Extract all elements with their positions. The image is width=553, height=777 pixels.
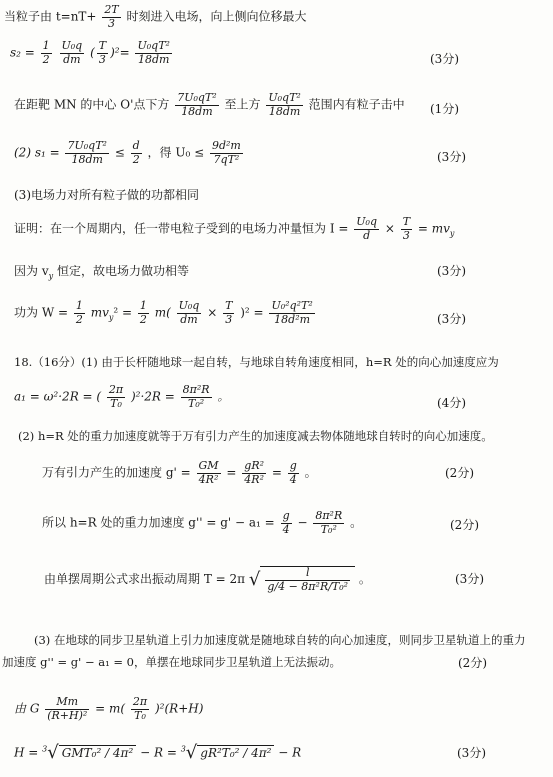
equation-a1: a₁ = ω²·2R = ( $\frac{2\pi}{\text{T₀}}$ )²·2R = $\frac{\text{8π²R}}{\text{T₀²}}$ 。 <box>14 383 230 410</box>
sqrt-body <box>260 566 355 593</box>
score-label: (3分) <box>437 150 466 164</box>
fraction: $\frac{T}{3}$ <box>402 215 411 242</box>
line-max-upward-displacement <box>4 4 307 30</box>
score-label: (2分) <box>445 466 474 480</box>
score-label: (2分) <box>458 656 487 670</box>
fraction: $\frac{g}{4}$ <box>282 509 290 536</box>
score-label: (2分) <box>450 518 479 532</box>
score-label: (3分) <box>455 572 484 586</box>
fraction: $\frac{2\pi}{\text{T₀}}$ <box>132 695 148 722</box>
text: 至上方 <box>224 97 261 112</box>
eq-prefix: (2) s₁ = <box>14 145 60 160</box>
line-proof-impulse: 证明：在一个周期内，任一带电粒子受到的电场力冲量恒为 I = $\frac{\text{U₀q}}{d}$ × $\frac{T}{3}$ = $mv_y$ <box>14 215 455 242</box>
fraction: $\frac{\text{9d²m}}{\text{7qT²}}$ <box>211 139 241 166</box>
equation-s1: (2) s₁ = $\frac{\text{7U₀qT²}}{18dm}$ ≤ $\frac{d}{2}$ ，得 U₀ ≤ $\frac{\text{9d²m}}{\text{7qT²}}$ <box>14 139 241 166</box>
line-part2-statement: (2) h=R 处的重力加速度就等于万有引力产生的加速度减去物体随地球自转时的向心加速度。 <box>18 429 493 443</box>
equation-work: 功为 W = $\frac{1}{2}$ $mv_y^2$ = $\frac{1}{2}$ m( $\frac{\text{U₀q}}{dm}$ × $\frac{T}{3}$ )² = $\frac{\text{U₀²q²T²}}{\text{18d²m}}$ <box>14 299 313 326</box>
line-zero-gravity: 加速度 g'' = g' − a₁ = 0，单摆在地球同步卫星轨道上无法振动。 <box>2 655 341 669</box>
line-part3-statement: (3)电场力对所有粒子做的功都相同 <box>14 188 199 202</box>
eq-prefix: s₂ = <box>10 45 35 60</box>
line-part3-orbit: (3) 在地球的同步卫星轨道上引力加速度就是随地球自转的向心加速度，则同步卫星轨道上的重力 <box>34 633 526 647</box>
text: 万有引力产生的加速度 g' = <box>42 465 191 480</box>
fraction-2T-over-3: $\frac{2T}{3}$ <box>104 3 119 30</box>
fraction: $\frac{\text{U₀q}}{dm}$ <box>61 39 83 66</box>
fraction: $\frac{\text{U₀qT²}}{18dm}$ <box>137 39 170 66</box>
text: 时刻进入电场，向上侧向位移最大 <box>126 9 307 24</box>
fraction: $\frac{1}{2}$ <box>139 299 147 326</box>
equation-gravitation: 由 G $\frac{Mm}{\text{(R+H)²}}$ = m( $\frac{2\pi}{\text{T₀}}$ )²(R+H) <box>14 695 204 722</box>
fraction: $\frac{l}{\text{g/4 − 8π²R/T₀²}}$ <box>267 566 349 593</box>
equation-s2: s₂ = $\frac{1}{2}$ $\frac{\text{U₀q}}{dm}$ ( $\frac{T}{3}$ )²= $\frac{\text{U₀qT²}}{18dm}$ <box>10 39 170 66</box>
eq-prefix: H = <box>14 745 39 760</box>
text: 由单摆周期公式求出振动周期 T = 2π <box>44 572 246 587</box>
text: 范围内有粒子击中 <box>308 97 405 112</box>
radical-sign: √ <box>47 742 59 763</box>
fraction: $\frac{T}{3}$ <box>98 39 107 66</box>
text: 恒定，故电场力做功相等 <box>56 264 189 278</box>
eq-prefix: a₁ = ω²·2R = ( <box>14 389 102 404</box>
fraction: $\frac{\text{U₀q}}{d}$ <box>356 215 377 242</box>
fraction: $\frac{\text{7U₀qT²}}{18dm}$ <box>67 139 107 166</box>
equation-pendulum-period: 由单摆周期公式求出振动周期 T = 2π √ $\frac{l}{\text{g/4 − 8π²R/T₀²}}$ 。 <box>44 566 371 593</box>
fraction: $\frac{2\pi}{\text{T₀}}$ <box>108 383 124 410</box>
equation-g-double-prime: 所以 h=R 处的重力加速度 g'' = g' − a₁ = $\frac{g}{4}$ − $\frac{\text{8π²R}}{\text{T₀²}}$ 。 <box>42 509 363 536</box>
fraction: $\frac{1}{2}$ <box>42 39 50 66</box>
score-label: (3分) <box>437 312 466 326</box>
equation-height-H: H = $^3$√ GMT₀² / 4π² − R = $^3$√ gR²T₀² / 4π² − R <box>14 742 302 763</box>
fraction: $\frac{\text{U₀q}}{dm}$ <box>178 299 200 326</box>
line-hit-range <box>14 92 405 118</box>
cube-root-1: GMT₀² / 4π² <box>59 745 137 760</box>
equation-g-prime: 万有引力产生的加速度 g' = $\frac{GM}{\text{4R²}}$ = $\frac{\text{gR²}}{\text{4R²}}$ = $\frac{g}{4}$ 。 <box>42 459 317 486</box>
text: 证明：在一个周期内，任一带电粒子受到的电场力冲量恒为 I = <box>14 221 349 236</box>
fraction: $\frac{\text{U₀qT²}}{18dm}$ <box>268 91 301 118</box>
fraction: $\frac{g}{4}$ <box>289 459 297 486</box>
score-label: (3分) <box>430 52 459 66</box>
score-label: (1分) <box>430 102 459 116</box>
line-vy-constant: 因为 $v_y$ 恒定，故电场力做功相等 <box>14 264 189 281</box>
fraction: $\frac{\text{U₀²q²T²}}{\text{18d²m}}$ <box>271 299 313 326</box>
fraction: $\frac{\text{gR²}}{\text{4R²}}$ <box>244 459 265 486</box>
fraction: $\frac{\text{8π²R}}{\text{T₀²}}$ <box>182 383 210 410</box>
score-label: (3分) <box>437 264 466 278</box>
fraction: $\frac{\text{8π²R}}{\text{T₀²}}$ <box>315 509 343 536</box>
fraction: $\frac{d}{2}$ <box>132 139 140 166</box>
eq-prefix: 功为 W = <box>14 305 69 320</box>
score-label: (4分) <box>437 396 466 410</box>
fraction: $\frac{\text{7U₀qT²}}{18dm}$ <box>177 91 217 118</box>
score-label: (3分) <box>457 746 486 760</box>
radical-sign: √ <box>248 568 261 590</box>
question-18-intro: 18.（16分）(1) 由于长杆随地球一起自转，与地球自转角速度相同，h=R 处的向心加速度应为 <box>14 355 499 369</box>
radical-sign: √ <box>185 742 198 763</box>
cube-root-2: gR²T₀² / 4π² <box>197 745 274 760</box>
fraction: $\frac{GM}{\text{4R²}}$ <box>198 459 219 486</box>
text: 在距靶 MN 的中心 O'点下方 <box>14 97 170 112</box>
fraction: $\frac{Mm}{\text{(R+H)²}}$ <box>47 695 88 722</box>
eq-prefix: 由 G <box>14 701 40 716</box>
fraction: $\frac{1}{2}$ <box>75 299 83 326</box>
text: 所以 h=R 处的重力加速度 g'' = g' − a₁ = <box>42 515 275 530</box>
text: 因为 v <box>14 264 49 278</box>
fraction: $\frac{T}{3}$ <box>225 299 233 326</box>
text: 当粒子由 t=nT+ <box>4 9 97 24</box>
